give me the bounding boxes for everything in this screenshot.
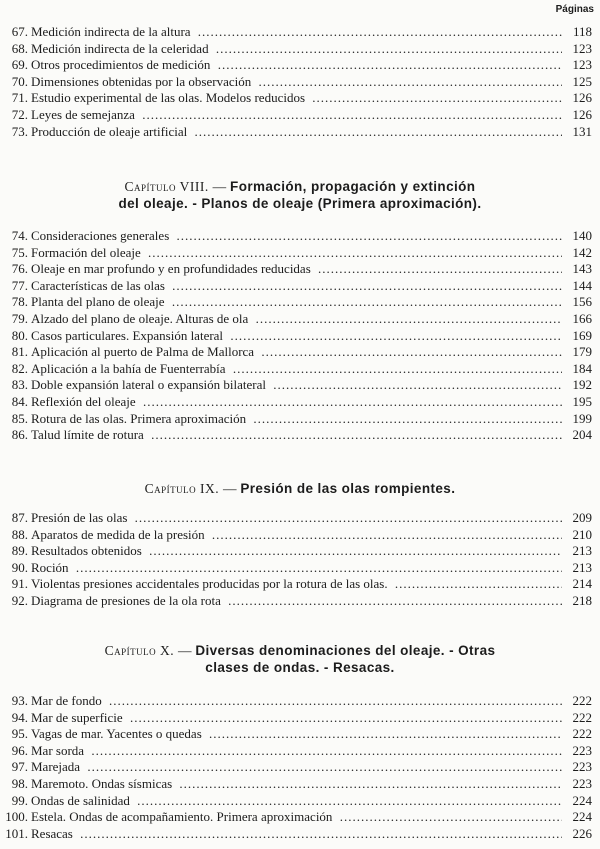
toc-entry-number: 75. [11,244,28,260]
toc-entry-number: 98. [11,775,28,791]
toc-entry-number: 70. [11,73,28,89]
toc-entry-number: 78. [11,294,28,310]
toc-entry [0,57,600,74]
toc-entry-number: 73. [11,123,28,139]
toc-entry-title-wrapper [31,411,564,428]
toc-entry-page: 125 [562,74,592,91]
toc-entry [0,427,600,444]
toc-entry [0,228,600,245]
chapter-9-label: Capítulo IX. — [144,481,237,496]
toc-entry-number: 100. [5,809,28,825]
toc-entry-page: 179 [562,344,592,361]
toc-entry-page: 223 [562,759,592,776]
toc-entry-title-wrapper [31,361,564,378]
toc-entry [0,24,600,41]
toc-entry-title: Maremoto. Ondas sísmicas [31,776,175,791]
toc-entry-title: Alzado del plano de oleaje. Alturas de ola [31,311,251,326]
toc-entry-title-wrapper [31,261,564,278]
toc-entry-page: 142 [562,245,592,262]
toc-entry-title-wrapper [31,726,564,743]
chapter-8-heading [0,178,600,212]
toc-entry-page: 222 [562,693,592,710]
toc-entry-title: Mar sorda [31,743,87,758]
toc-entry-title: Aplicación al puerto de Palma de Mallorca [31,344,257,359]
toc-entry [0,726,600,743]
toc-entry-title-wrapper [31,245,564,262]
chapter-10-title-line2: clases de ondas. - Resacas. [205,660,395,675]
toc-entry-title-wrapper [31,41,564,58]
toc-entry-title: Doble expansión lateral o expansión bilateral [31,377,269,392]
toc-entry-title-wrapper [31,776,564,793]
toc-entry-title-wrapper [31,759,564,776]
toc-entry [0,826,600,843]
toc-entry-page: 223 [562,743,592,760]
toc-entry-page: 118 [562,24,592,41]
toc-entry-title-wrapper [31,543,564,560]
toc-entry [0,278,600,295]
toc-entry-page: 123 [562,57,592,74]
toc-entry-title: Vagas de mar. Yacentes o quedas [31,726,205,741]
toc-entry [0,693,600,710]
toc-entry-page: 143 [562,261,592,278]
toc-entry-number: 71. [11,90,28,106]
toc-entry-title-wrapper [31,593,564,610]
toc-entry-page: 156 [562,294,592,311]
toc-entry-title-wrapper [31,809,564,826]
toc-entry-title-wrapper [31,560,564,577]
toc-entry-page: 224 [562,793,592,810]
toc-entry-number: 82. [11,360,28,376]
toc-entry-page: 222 [562,726,592,743]
toc-entry-title: Mar de superficie [31,710,126,725]
paginas-label: Páginas [555,4,594,15]
toc-entry-title: Talud límite de rotura [31,427,147,442]
toc-entry-page: 126 [562,107,592,124]
toc-entry-title: Ondas de salinidad [31,793,133,808]
toc-entry-page: 214 [562,576,592,593]
toc-entry [0,510,600,527]
chapter-8-title-line2: del oleaje. - Planos de oleaje (Primera aproximación). [118,196,482,211]
chapter-8-label: Capítulo VIII. — [124,179,227,194]
toc-entry-page: 192 [562,377,592,394]
toc-entry-page: 126 [562,90,592,107]
toc-entry-page: 140 [562,228,592,245]
chapter-9-heading [0,480,600,497]
toc-entry-title: Dimensiones obtenidas por la observación [31,74,254,89]
toc-entry [0,759,600,776]
toc-section-chapter-10 [0,693,600,842]
toc-entry-title-wrapper [31,294,564,311]
toc-entry-number: 93. [11,693,28,708]
toc-entry-number: 79. [11,310,28,326]
toc-entry-title: Resultados obtenidos [31,543,145,558]
toc-entry-number: 89. [11,543,28,559]
toc-entry-page: 123 [562,41,592,58]
toc-entry [0,743,600,760]
toc-entry [0,74,600,91]
toc-entry-number: 76. [11,261,28,277]
toc-entry-title: Medición indirecta de la celeridad [31,41,212,56]
toc-entry-title-wrapper [31,311,564,328]
toc-entry-page: 222 [562,710,592,727]
toc-entry-number: 86. [11,427,28,443]
toc-entry [0,527,600,544]
toc-entry [0,543,600,560]
toc-entry [0,124,600,141]
toc-entry-title: Estela. Ondas de acompañamiento. Primera aproximación [31,809,335,824]
chapter-10-heading [0,642,600,676]
toc-entry-number: 85. [11,410,28,426]
toc-entry-title-wrapper [31,394,564,411]
toc-entry-page: 223 [562,776,592,793]
toc-entry-title: Producción de oleaje artificial [31,124,190,139]
toc-entry-title: Otros procedimientos de medición [31,57,213,72]
toc-entry-title-wrapper [31,743,564,760]
toc-entry-page: 213 [562,543,592,560]
toc-entry [0,41,600,58]
toc-entry-title-wrapper [31,57,564,74]
toc-entry-number: 84. [11,393,28,409]
toc-entry-title: Mar de fondo [31,693,105,708]
toc-entry-page: 204 [562,427,592,444]
toc-entry-page: 169 [562,328,592,345]
toc-entry-title-wrapper [31,377,564,394]
toc-entry-page: 218 [562,593,592,610]
toc-entry [0,776,600,793]
toc-entry-number: 88. [11,526,28,542]
toc-entry-title: Características de las olas [31,278,168,293]
toc-entry-title-wrapper [31,510,564,527]
toc-entry-number: 69. [11,57,28,73]
toc-entry-title: Presión de las olas [31,510,130,525]
toc-entry-number: 92. [11,592,28,608]
toc-entry-title-wrapper [31,427,564,444]
toc-entry-page: 184 [562,361,592,378]
toc-entry-title-wrapper [31,124,564,141]
toc-entry-title-wrapper [31,527,564,544]
toc-entry-title: Rotura de las olas. Primera aproximación [31,411,249,426]
toc-entry [0,377,600,394]
toc-entry-number: 97. [11,759,28,775]
toc-entry-title-wrapper [31,826,564,843]
toc-section-continued [0,24,600,140]
toc-entry-title: Roción [31,560,72,575]
toc-entry-title: Diagrama de presiones de la ola rota [31,593,224,608]
toc-entry-title-wrapper [31,90,564,107]
toc-section-chapter-8 [0,228,600,444]
toc-entry-title: Marejada [31,759,83,774]
toc-entry-title-wrapper [31,278,564,295]
toc-entry [0,560,600,577]
toc-entry-title: Violentas presiones accidentales producidas por la rotura de las olas. [31,576,391,591]
toc-entry-title-wrapper [31,74,564,91]
chapter-8-title-line1: Formación, propagación y extinción [230,179,476,194]
toc-entry [0,710,600,727]
toc-entry-number: 96. [11,742,28,758]
toc-entry-title-wrapper [31,344,564,361]
toc-entry [0,793,600,810]
toc-entry-title: Medición indirecta de la altura [31,24,194,39]
toc-entry-number: 77. [11,277,28,293]
toc-entry-title: Oleaje en mar profundo y en profundidades reducidas [31,261,314,276]
toc-entry-number: 83. [11,377,28,393]
toc-entry [0,344,600,361]
toc-entry-title: Aparatos de medida de la presión [31,527,208,542]
toc-entry [0,261,600,278]
toc-entry-title-wrapper [31,107,564,124]
toc-entry [0,411,600,428]
toc-entry-title-wrapper [31,576,564,593]
chapter-10-label: Capítulo X. — [104,643,192,658]
toc-entry-title-wrapper [31,24,564,41]
toc-entry [0,311,600,328]
toc-entry-number: 68. [11,40,28,56]
toc-entry-number: 87. [11,510,28,525]
toc-entry [0,394,600,411]
toc-entry-title: Reflexión del oleaje [31,394,139,409]
toc-entry-page: 213 [562,560,592,577]
toc-entry-title: Consideraciones generales [31,228,172,243]
toc-entry-page: 131 [562,124,592,141]
toc-entry-title: Planta del plano de oleaje [31,294,168,309]
toc-entry-page: 166 [562,311,592,328]
toc-entry-number: 81. [11,344,28,360]
toc-entry-title: Formación del oleaje [31,245,144,260]
toc-entry [0,294,600,311]
toc-entry [0,245,600,262]
toc-entry-title: Casos particulares. Expansión lateral [31,328,226,343]
toc-entry-title-wrapper [31,228,564,245]
toc-entry-number: 90. [11,559,28,575]
toc-entry-page: 144 [562,278,592,295]
toc-entry-number: 74. [11,228,28,243]
toc-entry [0,809,600,826]
toc-entry-number: 94. [11,709,28,725]
toc-entry-number: 67. [11,24,28,39]
toc-entry [0,328,600,345]
toc-entry-title: Estudio experimental de las olas. Modelos reducidos [31,90,308,105]
toc-entry-title-wrapper [31,793,564,810]
toc-entry-title: Leyes de semejanza [31,107,138,122]
toc-entry-page: 226 [562,826,592,843]
toc-entry-number: 101. [5,825,28,841]
toc-entry-number: 72. [11,106,28,122]
toc-entry-title: Resacas [31,826,76,841]
toc-entry-number: 80. [11,327,28,343]
toc-entry-title-wrapper [31,328,564,345]
toc-entry-title-wrapper [31,710,564,727]
toc-entry [0,576,600,593]
toc-entry-title-wrapper [31,693,564,710]
toc-entry-title: Aplicación a la bahía de Fuenterrabía [31,361,229,376]
chapter-9-title: Presión de las olas rompientes. [240,481,456,496]
toc-entry-number: 99. [11,792,28,808]
toc-entry [0,361,600,378]
toc-entry-page: 224 [562,809,592,826]
toc-entry-page: 210 [562,527,592,544]
toc-section-chapter-9 [0,510,600,610]
chapter-10-title-line1: Diversas denominaciones del oleaje. - Otras [195,643,496,658]
toc-entry [0,90,600,107]
toc-entry-page: 209 [562,510,592,527]
toc-entry [0,107,600,124]
toc-entry-page: 195 [562,394,592,411]
toc-entry-number: 91. [11,576,28,592]
toc-entry-number: 95. [11,726,28,742]
toc-entry [0,593,600,610]
toc-entry-page: 199 [562,411,592,428]
